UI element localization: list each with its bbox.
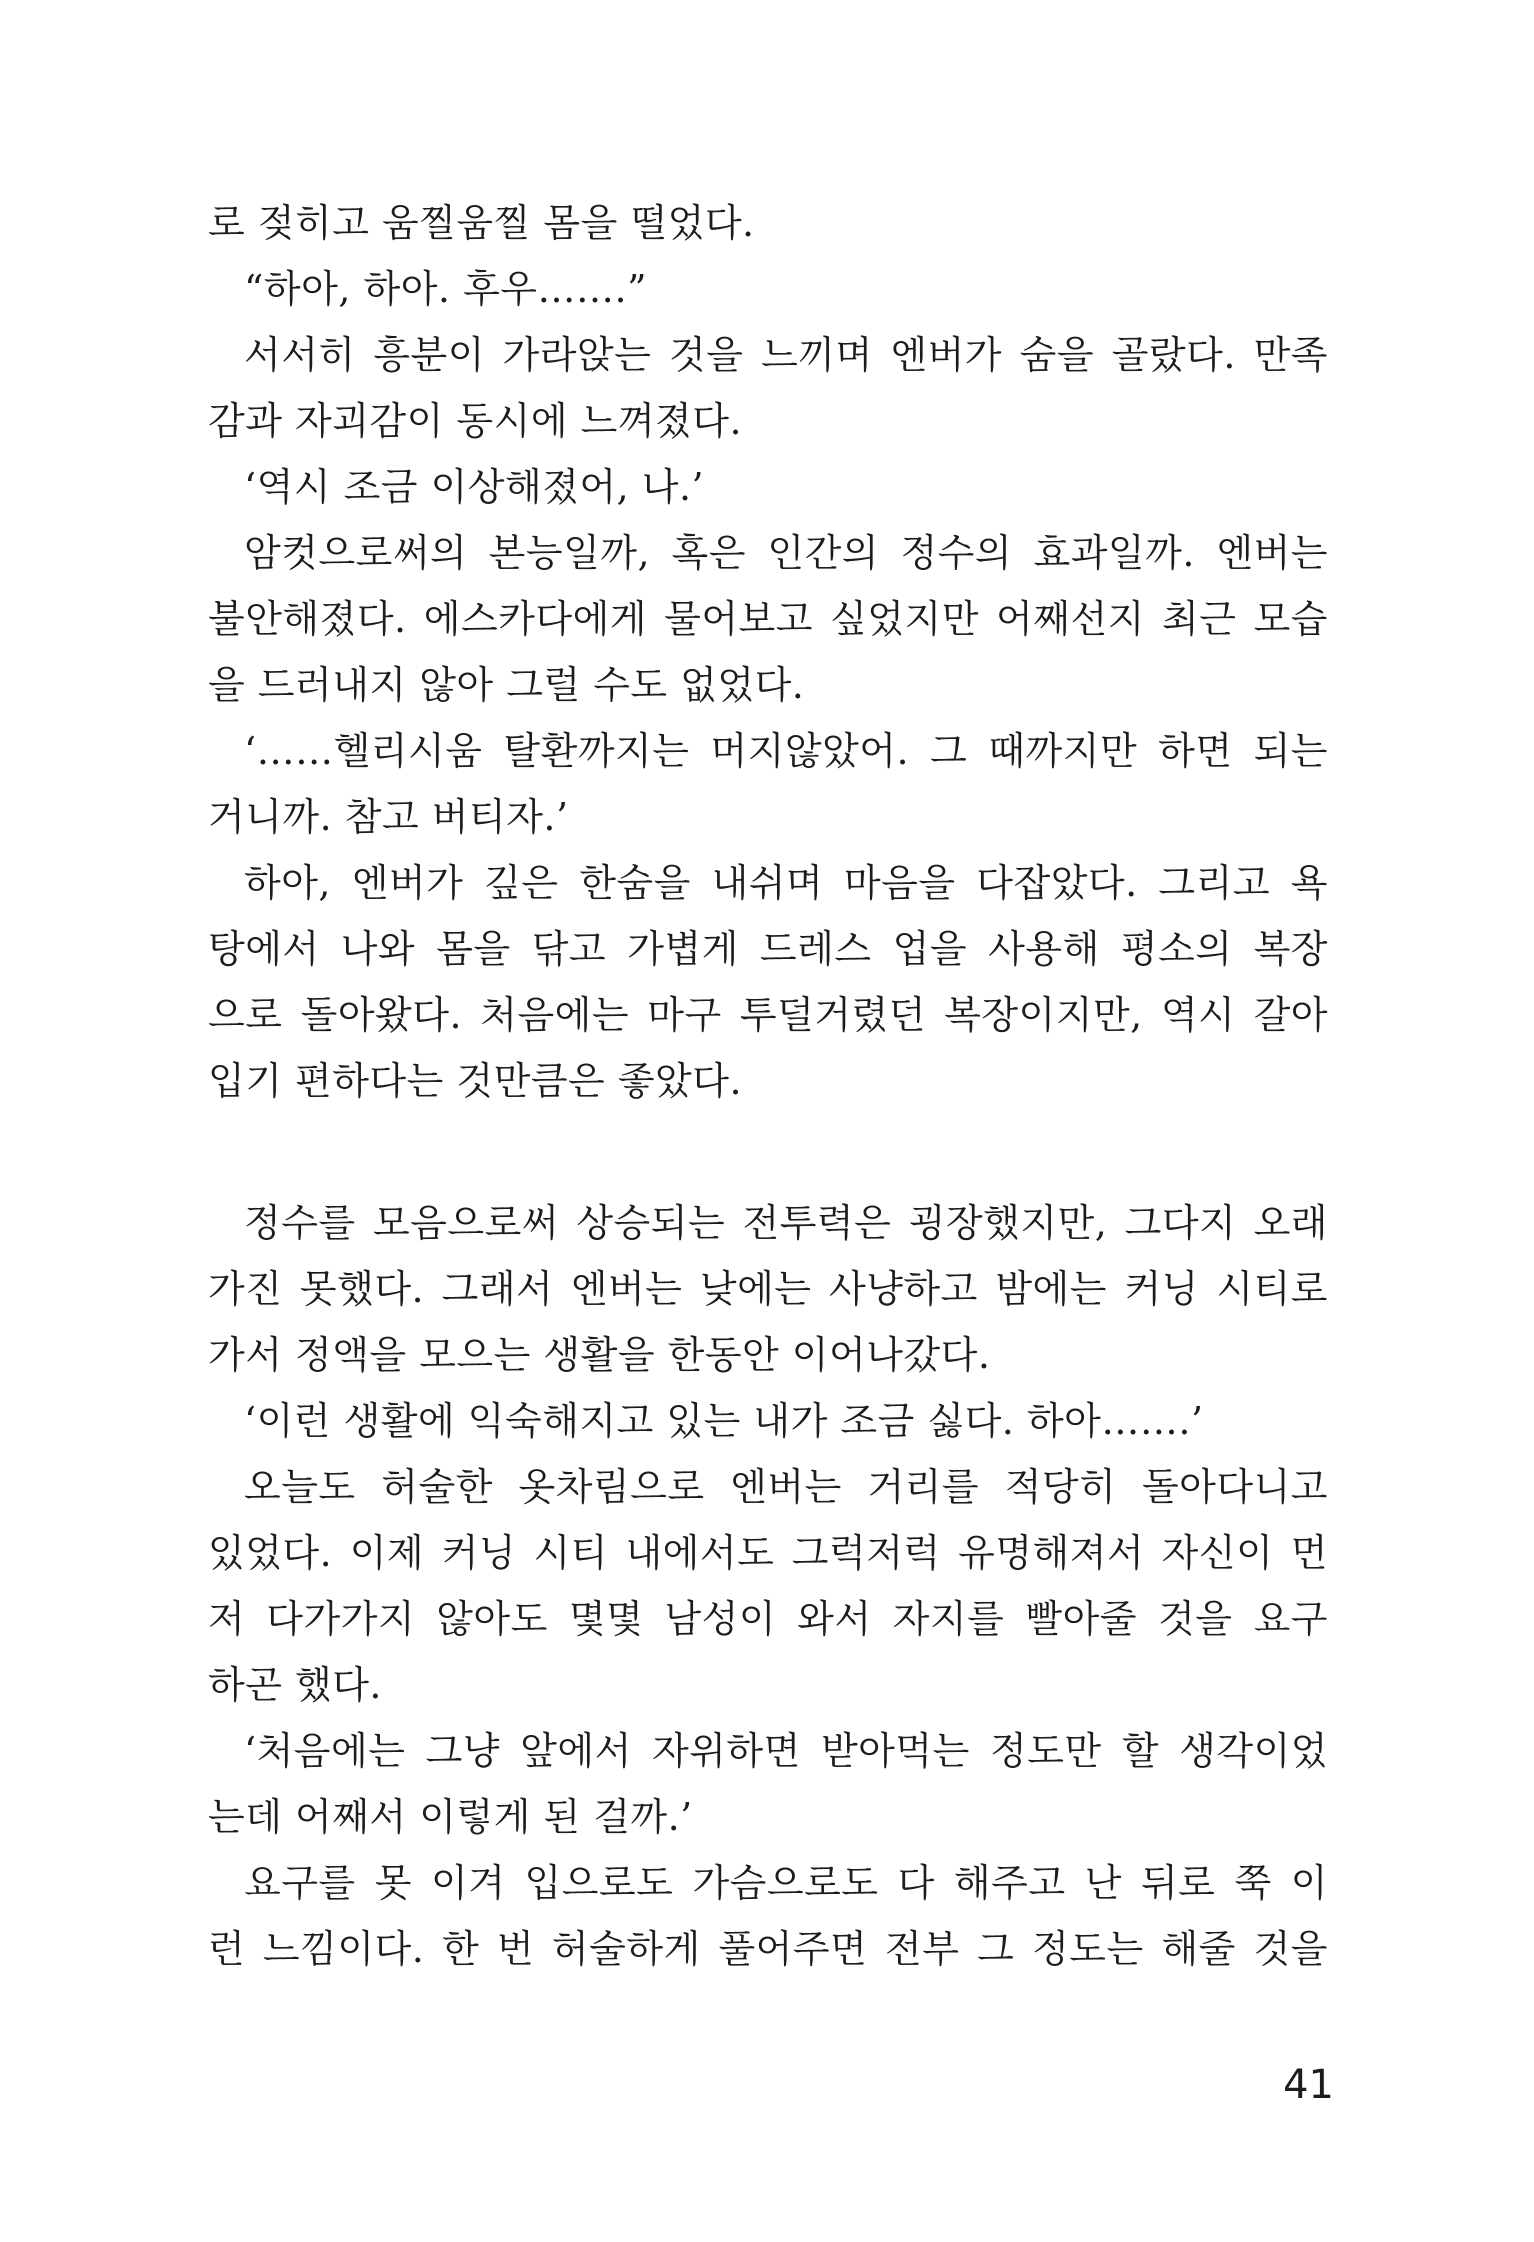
section-break: [208, 1114, 1328, 1190]
text-line: 저 다가가지 않아도 몇몇 남성이 와서 자지를 빨아줄 것을 요구: [208, 1597, 1328, 1641]
page-body: [208, 190, 1328, 1982]
text-line: 서서히 흥분이 가라앉는 것을 느끼며 엔버가 숨을 골랐다. 만족: [244, 333, 1328, 377]
page-number: 41: [1283, 2062, 1334, 2108]
text-line: 가서 정액을 모으는 생활을 한동안 이어나갔다.: [208, 1333, 991, 1377]
text-line: 감과 자괴감이 동시에 느껴졌다.: [208, 399, 743, 443]
text-line: 불안해졌다. 에스카다에게 물어보고 싶었지만 어째선지 최근 모습: [208, 597, 1328, 641]
text-line: 을 드러내지 않아 그럴 수도 없었다.: [208, 663, 805, 707]
text-line: 암컷으로써의 본능일까, 혹은 인간의 정수의 효과일까. 엔버는: [244, 531, 1328, 575]
text-line: 거니까. 참고 버티자.’: [208, 795, 569, 839]
text-line: 탕에서 나와 몸을 닦고 가볍게 드레스 업을 사용해 평소의 복장: [208, 927, 1328, 971]
text-line: 있었다. 이제 커닝 시티 내에서도 그럭저럭 유명해져서 자신이 먼: [208, 1531, 1328, 1575]
text-line: 하곤 했다.: [208, 1663, 382, 1707]
text-line: ‘처음에는 그냥 앞에서 자위하면 받아먹는 정도만 할 생각이었: [244, 1729, 1328, 1773]
text-line: 으로 돌아왔다. 처음에는 마구 투덜거렸던 복장이지만, 역시 갈아: [208, 993, 1328, 1037]
text-line: 요구를 못 이겨 입으로도 가슴으로도 다 해주고 난 뒤로 쭉 이: [244, 1861, 1328, 1905]
text-line: 는데 어째서 이렇게 된 걸까.’: [208, 1795, 693, 1839]
text-line: ‘……헬리시움 탈환까지는 머지않았어. 그 때까지만 하면 되는: [244, 729, 1328, 773]
text-line: 오늘도 허술한 옷차림으로 엔버는 거리를 적당히 돌아다니고: [244, 1465, 1328, 1509]
text-line: 런 느낌이다. 한 번 허술하게 풀어주면 전부 그 정도는 해줄 것을: [208, 1927, 1328, 1971]
text-line: 하아, 엔버가 깊은 한숨을 내쉬며 마음을 다잡았다. 그리고 욕: [244, 861, 1328, 905]
text-line: 로 젖히고 움찔움찔 몸을 떨었다.: [208, 201, 755, 245]
text-line: 입기 편하다는 것만큼은 좋았다.: [208, 1059, 743, 1103]
text-line: 정수를 모음으로써 상승되는 전투력은 굉장했지만, 그다지 오래: [244, 1201, 1328, 1245]
text-line: ‘역시 조금 이상해졌어, 나.’: [244, 465, 705, 509]
text-line: 가진 못했다. 그래서 엔버는 낮에는 사냥하고 밤에는 커닝 시티로: [208, 1267, 1328, 1311]
text-line: “하아, 하아. 후우…….”: [244, 267, 647, 311]
text-line: ‘이런 생활에 익숙해지고 있는 내가 조금 싫다. 하아…….’: [244, 1399, 1204, 1443]
